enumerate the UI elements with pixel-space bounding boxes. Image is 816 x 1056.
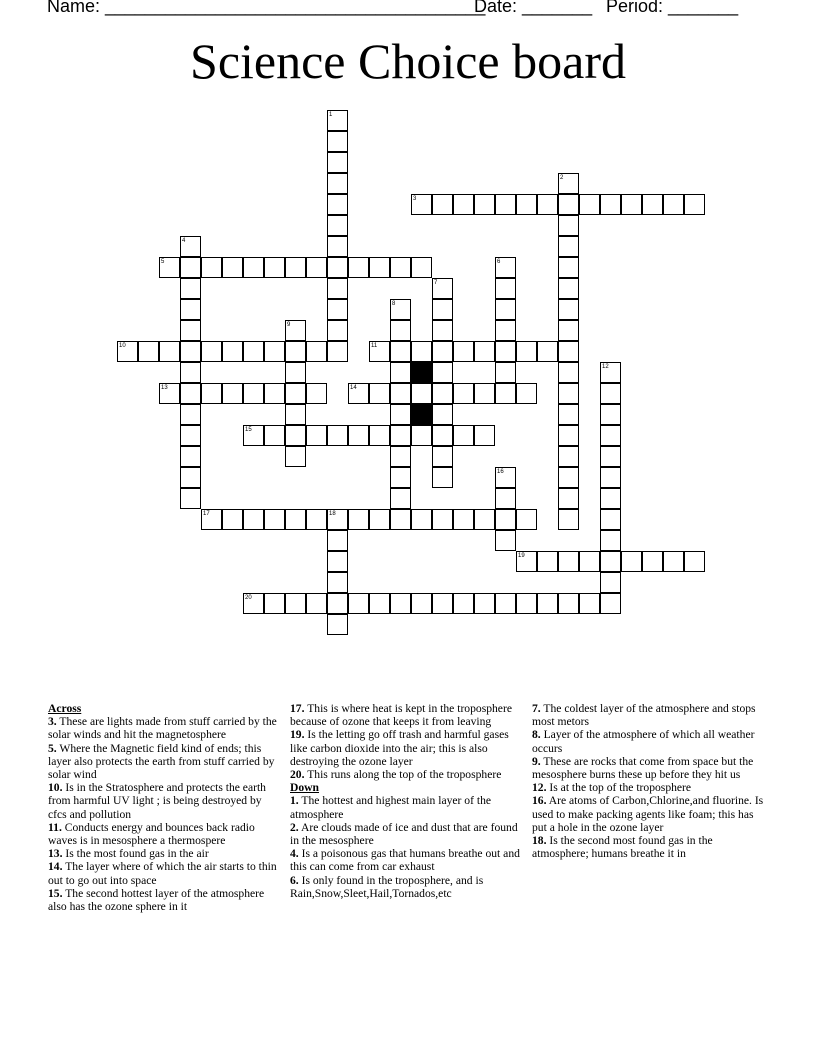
grid-cell[interactable] bbox=[495, 278, 516, 299]
grid-cell[interactable] bbox=[390, 257, 411, 278]
grid-cell[interactable] bbox=[390, 383, 411, 404]
grid-cell[interactable] bbox=[327, 236, 348, 257]
grid-cell[interactable] bbox=[390, 362, 411, 383]
clue-item: 4. Is a poisonous gas that humans breathe out and this can come from car exhaust bbox=[290, 847, 520, 874]
clue-number: 8 bbox=[392, 301, 396, 307]
grid-cell[interactable] bbox=[453, 341, 474, 362]
clue-number: 2 bbox=[560, 175, 564, 181]
grid-cell[interactable] bbox=[327, 572, 348, 593]
grid-cell[interactable] bbox=[558, 236, 579, 257]
grid-cell[interactable] bbox=[285, 383, 306, 404]
grid-cell[interactable] bbox=[180, 383, 201, 404]
grid-cell[interactable] bbox=[600, 551, 621, 572]
grid-cell[interactable] bbox=[159, 341, 180, 362]
grid-cell[interactable] bbox=[474, 509, 495, 530]
grid-cell[interactable] bbox=[327, 152, 348, 173]
grid-cell[interactable] bbox=[558, 257, 579, 278]
grid-cell[interactable] bbox=[285, 446, 306, 467]
grid-cell[interactable] bbox=[495, 509, 516, 530]
grid-cell[interactable] bbox=[600, 425, 621, 446]
grid-cell[interactable] bbox=[369, 509, 390, 530]
grid-cell[interactable] bbox=[684, 194, 705, 215]
clue-item: 12. Is at the top of the troposphere bbox=[532, 781, 692, 795]
page-title: Science Choice board bbox=[190, 33, 626, 89]
clue-item: 2. Are clouds made of ice and dust that are found in the mesosphere bbox=[290, 820, 518, 848]
grid-cell[interactable] bbox=[516, 383, 537, 404]
grid-cell[interactable] bbox=[327, 530, 348, 551]
grid-cell[interactable] bbox=[558, 593, 579, 614]
grid-cell[interactable] bbox=[264, 341, 285, 362]
grid-cell[interactable] bbox=[390, 425, 411, 446]
grid-cell[interactable] bbox=[495, 320, 516, 341]
grid-cell[interactable] bbox=[600, 467, 621, 488]
across-heading: Across bbox=[48, 702, 82, 715]
grid-cell[interactable] bbox=[600, 530, 621, 551]
grid-cell[interactable] bbox=[453, 509, 474, 530]
grid-cell[interactable] bbox=[390, 593, 411, 614]
grid-cell[interactable] bbox=[495, 530, 516, 551]
grid-cell[interactable] bbox=[327, 215, 348, 236]
grid-cell[interactable] bbox=[495, 593, 516, 614]
grid-cell[interactable] bbox=[537, 551, 558, 572]
clue-item: 5. Where the Magnetic field kind of ends; this layer also protects the earth from stuff carried by solar wind bbox=[48, 741, 275, 782]
grid-cell[interactable] bbox=[558, 194, 579, 215]
grid-cell[interactable] bbox=[327, 425, 348, 446]
grid-cell[interactable] bbox=[201, 257, 222, 278]
grid-cell[interactable] bbox=[495, 194, 516, 215]
clue-item: 13. Is the most found gas in the air bbox=[48, 847, 209, 861]
clue-item: 19. Is the letting go off trash and harmful gases like carbon dioxide into the air; this is also destroying the ozone layer bbox=[290, 728, 509, 768]
grid-cell[interactable] bbox=[243, 509, 264, 530]
grid-cell[interactable] bbox=[201, 341, 222, 362]
grid-cell[interactable] bbox=[474, 383, 495, 404]
clue-number: 15 bbox=[245, 427, 252, 433]
clue-number: 18 bbox=[329, 511, 336, 517]
grid-cell[interactable] bbox=[180, 446, 201, 467]
grid-cell[interactable] bbox=[327, 299, 348, 320]
clue-column-2 bbox=[290, 702, 522, 900]
clue-number: 16 bbox=[497, 469, 504, 475]
grid-cell[interactable] bbox=[390, 320, 411, 341]
grid-cell[interactable] bbox=[180, 257, 201, 278]
grid-cell[interactable] bbox=[222, 341, 243, 362]
clue-item: 8. Layer of the atmosphere of which all weather occurs bbox=[532, 728, 755, 755]
grid-cell[interactable] bbox=[516, 593, 537, 614]
clue-item: 11. Conducts energy and bounces back radio waves is in mesosphere a thermospere bbox=[48, 820, 255, 848]
clue-number: 19 bbox=[518, 553, 525, 559]
grid-cell[interactable] bbox=[642, 551, 663, 572]
grid-cell[interactable] bbox=[327, 341, 348, 362]
down-heading: Down bbox=[290, 781, 319, 795]
grid-cell[interactable] bbox=[432, 404, 453, 425]
grid-cell[interactable] bbox=[432, 446, 453, 467]
blocked-cell bbox=[411, 404, 432, 425]
grid-cell[interactable] bbox=[600, 593, 621, 614]
grid-cell[interactable] bbox=[327, 614, 348, 635]
grid-cell[interactable] bbox=[222, 509, 243, 530]
grid-cell[interactable] bbox=[327, 173, 348, 194]
clue-number: 7 bbox=[434, 280, 438, 286]
grid-cell[interactable] bbox=[327, 257, 348, 278]
grid-cell[interactable] bbox=[453, 383, 474, 404]
grid-cell[interactable] bbox=[264, 383, 285, 404]
grid-cell[interactable] bbox=[306, 425, 327, 446]
grid-cell[interactable] bbox=[285, 425, 306, 446]
grid-cell[interactable] bbox=[495, 488, 516, 509]
grid-cell[interactable] bbox=[411, 509, 432, 530]
grid-cell[interactable] bbox=[432, 299, 453, 320]
grid-cell[interactable] bbox=[663, 551, 684, 572]
grid-cell[interactable] bbox=[327, 194, 348, 215]
grid-cell[interactable] bbox=[411, 593, 432, 614]
grid-cell[interactable] bbox=[348, 425, 369, 446]
grid-cell[interactable] bbox=[180, 320, 201, 341]
grid-cell[interactable] bbox=[306, 383, 327, 404]
clue-number: 1 bbox=[329, 112, 333, 118]
clue-number: 13 bbox=[161, 385, 168, 391]
grid-cell[interactable] bbox=[516, 341, 537, 362]
grid-cell[interactable] bbox=[390, 404, 411, 425]
grid-cell[interactable] bbox=[306, 257, 327, 278]
grid-cell[interactable] bbox=[264, 425, 285, 446]
grid-cell[interactable] bbox=[621, 551, 642, 572]
grid-cell[interactable] bbox=[369, 257, 390, 278]
grid-cell[interactable] bbox=[600, 488, 621, 509]
grid-cell[interactable] bbox=[558, 488, 579, 509]
grid-cell[interactable] bbox=[495, 341, 516, 362]
grid-cell[interactable] bbox=[558, 383, 579, 404]
grid-cell[interactable] bbox=[243, 257, 264, 278]
grid-cell[interactable] bbox=[558, 362, 579, 383]
grid-cell[interactable] bbox=[474, 341, 495, 362]
clue-item: 18. Is the second most found gas in the atmosphere; humans breathe it in bbox=[532, 834, 713, 861]
grid-cell[interactable] bbox=[306, 341, 327, 362]
clue-item: 6. Is only found in the troposphere, and is Rain,Snow,Sleet,Hail,Tornados,etc bbox=[290, 873, 484, 900]
grid-cell[interactable] bbox=[600, 572, 621, 593]
grid-cell[interactable] bbox=[558, 509, 579, 530]
clue-item: 3. These are lights made from stuff carried by the solar winds and hit the magnetosphere bbox=[48, 715, 277, 742]
grid-cell[interactable] bbox=[558, 299, 579, 320]
clue-number: 17 bbox=[203, 511, 210, 517]
clue-number: 5 bbox=[161, 259, 165, 265]
grid-cell[interactable] bbox=[663, 194, 684, 215]
grid-cell[interactable] bbox=[243, 341, 264, 362]
clue-item: 14. The layer where of which the air starts to thin out to go out into space bbox=[48, 860, 277, 887]
grid-cell[interactable] bbox=[369, 593, 390, 614]
clue-number: 14 bbox=[350, 385, 357, 391]
grid-cell[interactable] bbox=[180, 404, 201, 425]
grid-cell[interactable] bbox=[306, 509, 327, 530]
grid-cell[interactable] bbox=[684, 551, 705, 572]
grid-cell[interactable] bbox=[432, 362, 453, 383]
grid-cell[interactable] bbox=[369, 383, 390, 404]
grid-cell[interactable] bbox=[495, 362, 516, 383]
grid-cell[interactable] bbox=[411, 341, 432, 362]
grid-cell[interactable] bbox=[432, 467, 453, 488]
clue-number: 20 bbox=[245, 595, 252, 601]
clue-column-1 bbox=[48, 702, 280, 913]
grid-cell[interactable] bbox=[285, 257, 306, 278]
grid-cell[interactable] bbox=[432, 593, 453, 614]
grid-cell[interactable] bbox=[600, 404, 621, 425]
period-label: Period: _______ bbox=[606, 0, 739, 16]
grid-cell[interactable] bbox=[285, 341, 306, 362]
grid-cell[interactable] bbox=[411, 257, 432, 278]
clue-number: 6 bbox=[497, 259, 501, 265]
grid-cell[interactable] bbox=[180, 299, 201, 320]
grid-cell[interactable] bbox=[390, 467, 411, 488]
grid-cell[interactable] bbox=[327, 551, 348, 572]
grid-cell[interactable] bbox=[558, 425, 579, 446]
grid-cell[interactable] bbox=[138, 341, 159, 362]
grid-cell[interactable] bbox=[495, 299, 516, 320]
clue-item: 1. The hottest and highest main layer of the atmosphere bbox=[290, 794, 492, 821]
grid-cell[interactable] bbox=[558, 551, 579, 572]
grid-cell[interactable] bbox=[390, 488, 411, 509]
grid-cell[interactable] bbox=[264, 593, 285, 614]
grid-cell[interactable] bbox=[327, 593, 348, 614]
clue-item: 17. This is where heat is kept in the troposphere because of ozone that keeps it from leaving bbox=[290, 702, 512, 729]
grid-cell[interactable] bbox=[390, 509, 411, 530]
grid-cell[interactable] bbox=[579, 194, 600, 215]
grid-cell[interactable] bbox=[516, 509, 537, 530]
grid-cell[interactable] bbox=[537, 341, 558, 362]
grid-cell[interactable] bbox=[264, 257, 285, 278]
grid-cell[interactable] bbox=[180, 467, 201, 488]
grid-cell[interactable] bbox=[180, 341, 201, 362]
blocked-cell bbox=[411, 362, 432, 383]
grid-cell[interactable] bbox=[306, 593, 327, 614]
clue-item: 9. These are rocks that come from space but the mesosphere burns these up before they hit us bbox=[532, 754, 754, 782]
grid-cell[interactable] bbox=[180, 278, 201, 299]
grid-cell[interactable] bbox=[180, 488, 201, 509]
grid-cell[interactable] bbox=[369, 425, 390, 446]
clue-column-3 bbox=[532, 702, 764, 860]
clue-number: 10 bbox=[119, 343, 126, 349]
grid-cell[interactable] bbox=[390, 341, 411, 362]
grid-cell[interactable] bbox=[495, 383, 516, 404]
name-label: Name: ______________________________________ bbox=[47, 0, 486, 16]
grid-cell[interactable] bbox=[453, 425, 474, 446]
grid-cell[interactable] bbox=[264, 509, 285, 530]
grid-cell[interactable] bbox=[348, 509, 369, 530]
grid-cell[interactable] bbox=[558, 320, 579, 341]
clue-item: 10. Is in the Stratosphere and protects the earth from harmful UV light ; is being destroyed by cfcs and pollution bbox=[48, 781, 266, 821]
clue-number: 9 bbox=[287, 322, 291, 328]
grid-cell[interactable] bbox=[327, 131, 348, 152]
grid-cell[interactable] bbox=[558, 341, 579, 362]
grid-cell[interactable] bbox=[558, 446, 579, 467]
grid-cell[interactable] bbox=[327, 278, 348, 299]
grid-cell[interactable] bbox=[537, 194, 558, 215]
grid-cell[interactable] bbox=[579, 593, 600, 614]
grid-cell[interactable] bbox=[285, 362, 306, 383]
grid-cell[interactable] bbox=[432, 509, 453, 530]
grid-cell[interactable] bbox=[453, 194, 474, 215]
grid-cell[interactable] bbox=[180, 425, 201, 446]
grid-cell[interactable] bbox=[642, 194, 663, 215]
grid-cell[interactable] bbox=[348, 593, 369, 614]
grid-cell[interactable] bbox=[348, 257, 369, 278]
grid-cell[interactable] bbox=[600, 446, 621, 467]
grid-cell[interactable] bbox=[537, 593, 558, 614]
grid-cell[interactable] bbox=[558, 467, 579, 488]
grid-cell[interactable] bbox=[474, 194, 495, 215]
grid-cell[interactable] bbox=[201, 383, 222, 404]
grid-cell[interactable] bbox=[600, 194, 621, 215]
grid-cell[interactable] bbox=[621, 194, 642, 215]
clue-number: 12 bbox=[602, 364, 609, 370]
grid-cell[interactable] bbox=[222, 257, 243, 278]
grid-cell[interactable] bbox=[180, 362, 201, 383]
grid-cell[interactable] bbox=[432, 341, 453, 362]
grid-cell[interactable] bbox=[285, 509, 306, 530]
clue-item: 16. Are atoms of Carbon,Chlorine,and fluorine. Is used to make packing agents like foam; this has put a hole in the ozone layer bbox=[532, 794, 764, 834]
grid-cell[interactable] bbox=[411, 425, 432, 446]
grid-cell[interactable] bbox=[474, 425, 495, 446]
clue-number: 4 bbox=[182, 238, 186, 244]
grid-cell[interactable] bbox=[243, 383, 264, 404]
grid-cell[interactable] bbox=[432, 194, 453, 215]
grid-cell[interactable] bbox=[453, 593, 474, 614]
grid-cell[interactable] bbox=[558, 278, 579, 299]
clue-item: 20. This runs along the top of the troposphere bbox=[290, 768, 502, 782]
grid-cell[interactable] bbox=[222, 383, 243, 404]
grid-cell[interactable] bbox=[285, 404, 306, 425]
grid-cell[interactable] bbox=[579, 551, 600, 572]
grid-cell[interactable] bbox=[285, 593, 306, 614]
grid-cell[interactable] bbox=[432, 425, 453, 446]
grid-cell[interactable] bbox=[516, 194, 537, 215]
grid-cell[interactable] bbox=[327, 320, 348, 341]
date-label: Date: _______ bbox=[474, 0, 593, 16]
clue-number: 11 bbox=[371, 343, 378, 349]
clue-item: 15. The second hottest layer of the atmosphere also has the ozone sphere in it bbox=[48, 886, 265, 914]
grid-cell[interactable] bbox=[558, 404, 579, 425]
clue-number: 3 bbox=[413, 196, 417, 202]
grid-cell[interactable] bbox=[600, 509, 621, 530]
grid-cell[interactable] bbox=[558, 215, 579, 236]
grid-cell[interactable] bbox=[474, 593, 495, 614]
grid-cell[interactable] bbox=[600, 383, 621, 404]
grid-cell[interactable] bbox=[390, 446, 411, 467]
grid-cell[interactable] bbox=[411, 383, 432, 404]
grid-cell[interactable] bbox=[432, 320, 453, 341]
grid-cell[interactable] bbox=[432, 383, 453, 404]
clue-item: 7. The coldest layer of the atmosphere and stops most metors bbox=[532, 702, 756, 729]
